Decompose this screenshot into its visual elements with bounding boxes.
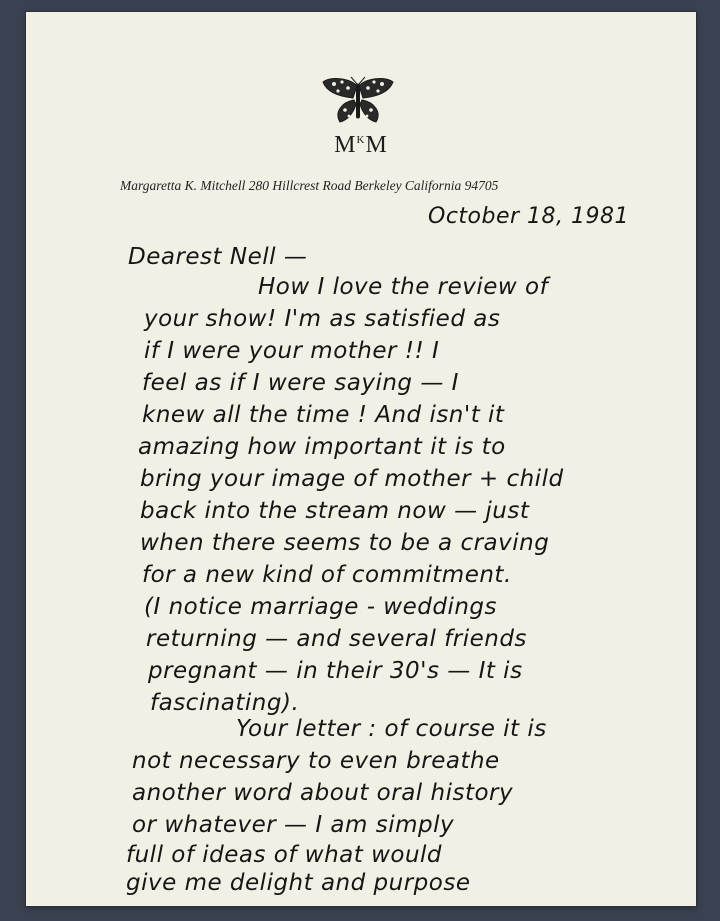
body-line: returning — and several friends [146,626,527,652]
body-line: How I love the review of [258,274,549,300]
letter-date: October 18, 1981 [428,204,630,229]
body-line: give me delight and purpose [126,870,471,896]
body-line: if I were your mother !! I [144,338,440,364]
body-line: amazing how important it is to [138,434,506,460]
body-line: bring your image of mother + child [140,466,564,492]
body-line: when there seems to be a craving [140,530,550,556]
letterhead-address: Margaretta K. Mitchell 280 Hillcrest Road Berkeley California 94705 [120,178,499,193]
body-line: full of ideas of what would [126,842,443,868]
salutation: Dearest Nell — [128,244,308,270]
letter-page [26,12,696,906]
body-line: (I notice marriage - weddings [144,594,498,620]
butterfly-logo [320,76,396,126]
body-line: your show! I'm as satisfied as [144,306,501,332]
body-line: or whatever — I am simply [132,812,455,838]
body-line: knew all the time ! And isn't it [142,402,505,428]
body-line: feel as if I were saying — I [142,370,459,396]
monogram: $M^KM$ [334,132,388,158]
body-line: another word about oral history [132,780,514,806]
body-line: pregnant — in their 30's — It is [148,658,523,684]
body-line: Your letter : of course it is [236,716,547,742]
body-line: back into the stream now — just [140,498,530,524]
body-line: fascinating). [150,690,300,716]
body-line: not necessary to even breathe [132,748,500,774]
body-line: for a new kind of commitment. [142,562,512,588]
